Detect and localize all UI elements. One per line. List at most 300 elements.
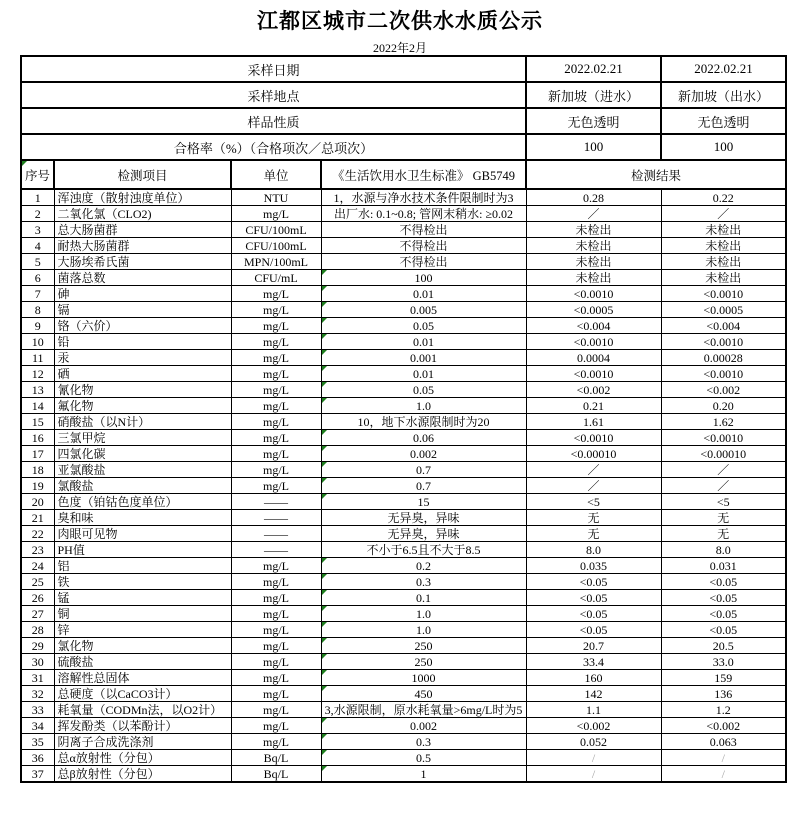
result-inlet: <0.05 [526, 606, 661, 622]
standard-limit: 1.0 [321, 398, 526, 414]
test-item-name: 四氯化碳 [54, 446, 231, 462]
result-outlet: / [661, 766, 786, 783]
unit: mg/L [231, 574, 321, 590]
result-inlet: <0.0010 [526, 334, 661, 350]
cell-flag-icon [322, 686, 327, 691]
unit: mg/L [231, 430, 321, 446]
row-index: 29 [21, 638, 54, 654]
test-item-name: 阴离子合成洗涤剂 [54, 734, 231, 750]
standard-limit: 1 [321, 766, 526, 783]
result-inlet: <0.0010 [526, 430, 661, 446]
cell-flag-icon [322, 622, 327, 627]
standard-limit: 出厂水: 0.1~0.8; 管网末稍水: ≥0.02 [321, 206, 526, 222]
result-outlet: 未检出 [661, 238, 786, 254]
standard-limit: 1，水源与净水技术条件限制时为3 [321, 189, 526, 206]
result-inlet: 0.21 [526, 398, 661, 414]
col-header-item: 检测项目 [54, 160, 231, 189]
table-row [21, 302, 786, 318]
standard-limit: 0.3 [321, 574, 526, 590]
result-outlet: <0.0010 [661, 286, 786, 302]
result-outlet: / [661, 750, 786, 766]
table-row [21, 398, 786, 414]
result-inlet: 0.28 [526, 189, 661, 206]
standard-limit: 0.2 [321, 558, 526, 574]
col-header-result: 检测结果 [526, 160, 786, 189]
result-outlet: <0.0010 [661, 430, 786, 446]
unit: mg/L [231, 414, 321, 430]
page-title: 江都区城市二次供水水质公示 [257, 10, 543, 33]
sample-info-section [21, 56, 786, 160]
standard-limit: 不小于6.5且不大于8.5 [321, 542, 526, 558]
cell-flag-icon [322, 334, 327, 339]
standard-limit: 450 [321, 686, 526, 702]
row-index: 27 [21, 606, 54, 622]
info-label: 采样地点 [21, 82, 526, 108]
table-row [21, 270, 786, 286]
result-inlet: 20.7 [526, 638, 661, 654]
standard-limit: 250 [321, 638, 526, 654]
test-item-name: 铝 [54, 558, 231, 574]
result-outlet: <5 [661, 494, 786, 510]
result-outlet: 136 [661, 686, 786, 702]
result-outlet: <0.05 [661, 590, 786, 606]
test-item-name: PH值 [54, 542, 231, 558]
standard-limit: 0.7 [321, 478, 526, 494]
info-row [21, 56, 786, 82]
info-value-inlet: 2022.02.21 [526, 56, 661, 82]
result-outlet: 未检出 [661, 254, 786, 270]
table-row [21, 526, 786, 542]
unit: CFU/100mL [231, 222, 321, 238]
result-outlet: <0.002 [661, 382, 786, 398]
table-row [21, 318, 786, 334]
col-header-no: 序号 [21, 160, 54, 189]
result-outlet: <0.0010 [661, 334, 786, 350]
unit: —— [231, 526, 321, 542]
result-outlet: 0.22 [661, 189, 786, 206]
col-header-unit: 单位 [231, 160, 321, 189]
info-label: 采样日期 [21, 56, 526, 82]
table-row [21, 590, 786, 606]
row-index: 19 [21, 478, 54, 494]
standard-limit: 0.3 [321, 734, 526, 750]
result-inlet: 142 [526, 686, 661, 702]
result-inlet: <0.0010 [526, 366, 661, 382]
standard-limit: 0.005 [321, 302, 526, 318]
result-outlet: <0.05 [661, 606, 786, 622]
result-inlet: <0.002 [526, 718, 661, 734]
test-item-name: 硫酸盐 [54, 654, 231, 670]
test-item-name: 镉 [54, 302, 231, 318]
info-row [21, 108, 786, 134]
row-index: 22 [21, 526, 54, 542]
row-index: 36 [21, 750, 54, 766]
row-index: 16 [21, 430, 54, 446]
row-index: 12 [21, 366, 54, 382]
result-outlet: 未检出 [661, 222, 786, 238]
row-index: 26 [21, 590, 54, 606]
table-row [21, 494, 786, 510]
result-inlet: <0.002 [526, 382, 661, 398]
result-inlet: 无 [526, 526, 661, 542]
cell-flag-icon [322, 654, 327, 659]
result-inlet: 未检出 [526, 270, 661, 286]
result-outlet: <0.0005 [661, 302, 786, 318]
standard-limit: 0.002 [321, 718, 526, 734]
standard-limit: 250 [321, 654, 526, 670]
result-outlet: <0.05 [661, 622, 786, 638]
report-month: 2022年2月 [372, 41, 427, 55]
row-index: 20 [21, 494, 54, 510]
col-header-standard: 《生活饮用水卫生标准》 GB5749 [321, 160, 526, 189]
result-outlet: ／ [661, 206, 786, 222]
test-item-name: 大肠埃希氏菌 [54, 254, 231, 270]
test-item-name: 臭和味 [54, 510, 231, 526]
test-item-name: 氰化物 [54, 382, 231, 398]
unit: —— [231, 542, 321, 558]
table-row [21, 238, 786, 254]
test-item-name: 氟化物 [54, 398, 231, 414]
result-inlet: <0.004 [526, 318, 661, 334]
test-item-name: 总β放射性（分包） [54, 766, 231, 783]
row-index: 7 [21, 286, 54, 302]
info-value-outlet: 新加坡（出水） [661, 82, 786, 108]
standard-limit: 1.0 [321, 622, 526, 638]
result-outlet: 未检出 [661, 270, 786, 286]
result-inlet: ／ [526, 206, 661, 222]
cell-flag-icon [322, 670, 327, 675]
test-item-name: 耗氧量（CODMn法，以O2计） [54, 702, 231, 718]
result-outlet: 0.20 [661, 398, 786, 414]
standard-limit: 无异臭，异味 [321, 510, 526, 526]
result-outlet: 0.063 [661, 734, 786, 750]
result-inlet: <0.0010 [526, 286, 661, 302]
cell-flag-icon [322, 350, 327, 355]
unit: mg/L [231, 446, 321, 462]
row-index: 15 [21, 414, 54, 430]
table-row [21, 382, 786, 398]
standard-limit: 不得检出 [321, 238, 526, 254]
result-outlet: 1.2 [661, 702, 786, 718]
test-item-name: 铬（六价） [54, 318, 231, 334]
cell-flag-icon [322, 750, 327, 755]
unit: mg/L [231, 654, 321, 670]
unit: mg/L [231, 206, 321, 222]
cell-flag-icon [322, 574, 327, 579]
row-index: 9 [21, 318, 54, 334]
table-row [21, 510, 786, 526]
test-item-name: 挥发酚类（以苯酚计） [54, 718, 231, 734]
table-row [21, 622, 786, 638]
cell-flag-icon [322, 270, 327, 275]
water-quality-table [20, 55, 787, 783]
cell-flag-icon [322, 430, 327, 435]
result-outlet: 0.031 [661, 558, 786, 574]
cell-flag-icon [322, 494, 327, 499]
test-item-name: 总硬度（以CaCO3计） [54, 686, 231, 702]
standard-limit: 0.7 [321, 462, 526, 478]
unit: mg/L [231, 702, 321, 718]
result-outlet: 8.0 [661, 542, 786, 558]
cell-flag-icon [322, 318, 327, 323]
row-index: 1 [21, 189, 54, 206]
cell-flag-icon [322, 766, 327, 771]
table-row [21, 446, 786, 462]
table-row [21, 206, 786, 222]
result-outlet: ／ [661, 478, 786, 494]
standard-limit: 0.01 [321, 286, 526, 302]
result-outlet: 无 [661, 526, 786, 542]
result-outlet: 159 [661, 670, 786, 686]
unit: mg/L [231, 686, 321, 702]
result-inlet: <0.00010 [526, 446, 661, 462]
table-row [21, 670, 786, 686]
unit: mg/L [231, 638, 321, 654]
row-index: 31 [21, 670, 54, 686]
cell-flag-icon [22, 161, 27, 166]
unit: mg/L [231, 366, 321, 382]
row-index: 13 [21, 382, 54, 398]
row-index: 6 [21, 270, 54, 286]
table-row [21, 430, 786, 446]
unit: mg/L [231, 734, 321, 750]
unit: Bq/L [231, 750, 321, 766]
result-inlet: 未检出 [526, 254, 661, 270]
standard-limit: 不得检出 [321, 254, 526, 270]
row-index: 28 [21, 622, 54, 638]
cell-flag-icon [322, 638, 327, 643]
table-row [21, 366, 786, 382]
unit: mg/L [231, 334, 321, 350]
info-value-outlet: 无色透明 [661, 108, 786, 134]
row-index: 34 [21, 718, 54, 734]
unit: mg/L [231, 558, 321, 574]
test-item-name: 肉眼可见物 [54, 526, 231, 542]
test-item-name: 铜 [54, 606, 231, 622]
unit: CFU/mL [231, 270, 321, 286]
unit: mg/L [231, 462, 321, 478]
standard-limit: 15 [321, 494, 526, 510]
row-index: 24 [21, 558, 54, 574]
info-row [21, 82, 786, 108]
test-item-name: 汞 [54, 350, 231, 366]
cell-flag-icon [322, 286, 327, 291]
row-index: 2 [21, 206, 54, 222]
row-index: 37 [21, 766, 54, 783]
info-value-outlet: 100 [661, 134, 786, 160]
result-inlet: 160 [526, 670, 661, 686]
table-row [21, 686, 786, 702]
table-row [21, 750, 786, 766]
result-inlet: 未检出 [526, 222, 661, 238]
result-outlet: ／ [661, 462, 786, 478]
table-row [21, 350, 786, 366]
result-inlet: / [526, 766, 661, 783]
cell-flag-icon [322, 462, 327, 467]
column-header-row [21, 160, 786, 189]
standard-limit: 0.06 [321, 430, 526, 446]
test-item-name: 氯酸盐 [54, 478, 231, 494]
result-inlet: 8.0 [526, 542, 661, 558]
info-label: 合格率（%）（合格项次／总项次） [21, 134, 526, 160]
unit: mg/L [231, 622, 321, 638]
unit: mg/L [231, 302, 321, 318]
result-inlet: ／ [526, 462, 661, 478]
result-outlet: 无 [661, 510, 786, 526]
row-index: 10 [21, 334, 54, 350]
test-item-name: 总α放射性（分包） [54, 750, 231, 766]
result-inlet: <0.05 [526, 590, 661, 606]
test-item-name: 铅 [54, 334, 231, 350]
result-inlet: 0.035 [526, 558, 661, 574]
result-outlet: <0.0010 [661, 366, 786, 382]
row-index: 32 [21, 686, 54, 702]
row-index: 17 [21, 446, 54, 462]
standard-limit: 0.001 [321, 350, 526, 366]
row-index: 3 [21, 222, 54, 238]
standard-limit: 1.0 [321, 606, 526, 622]
result-inlet: ／ [526, 478, 661, 494]
cell-flag-icon [322, 382, 327, 387]
result-outlet: <0.004 [661, 318, 786, 334]
table-row [21, 462, 786, 478]
result-inlet: 1.1 [526, 702, 661, 718]
test-item-name: 浑浊度（散射浊度单位） [54, 189, 231, 206]
row-index: 11 [21, 350, 54, 366]
result-inlet: 未检出 [526, 238, 661, 254]
test-item-name: 铁 [54, 574, 231, 590]
test-item-name: 耐热大肠菌群 [54, 238, 231, 254]
cell-flag-icon [322, 478, 327, 483]
info-value-inlet: 新加坡（进水） [526, 82, 661, 108]
table-row [21, 222, 786, 238]
unit: mg/L [231, 478, 321, 494]
test-item-name: 溶解性总固体 [54, 670, 231, 686]
standard-limit: 0.05 [321, 318, 526, 334]
test-item-name: 总大肠菌群 [54, 222, 231, 238]
table-row [21, 574, 786, 590]
table-row [21, 702, 786, 718]
cell-flag-icon [322, 366, 327, 371]
unit: NTU [231, 189, 321, 206]
test-item-name: 色度（铂钴色度单位） [54, 494, 231, 510]
row-index: 33 [21, 702, 54, 718]
row-index: 8 [21, 302, 54, 318]
row-index: 5 [21, 254, 54, 270]
table-row [21, 718, 786, 734]
table-row [21, 334, 786, 350]
unit: —— [231, 494, 321, 510]
test-item-name: 二氧化氯（CLO2) [54, 206, 231, 222]
table-row [21, 254, 786, 270]
result-inlet: <5 [526, 494, 661, 510]
result-inlet: 无 [526, 510, 661, 526]
result-inlet: 33.4 [526, 654, 661, 670]
standard-limit: 0.002 [321, 446, 526, 462]
standard-limit: 1000 [321, 670, 526, 686]
result-inlet: <0.0005 [526, 302, 661, 318]
row-index: 23 [21, 542, 54, 558]
row-index: 14 [21, 398, 54, 414]
info-label: 样品性质 [21, 108, 526, 134]
table-row [21, 766, 786, 783]
info-value-inlet: 100 [526, 134, 661, 160]
info-value-inlet: 无色透明 [526, 108, 661, 134]
row-index: 25 [21, 574, 54, 590]
cell-flag-icon [322, 718, 327, 723]
unit: MPN/100mL [231, 254, 321, 270]
standard-limit: 0.5 [321, 750, 526, 766]
test-item-name: 硝酸盐（以N计） [54, 414, 231, 430]
unit: mg/L [231, 382, 321, 398]
cell-flag-icon [322, 734, 327, 739]
standard-limit: 100 [321, 270, 526, 286]
test-item-name: 锌 [54, 622, 231, 638]
row-index: 4 [21, 238, 54, 254]
standard-limit: 0.01 [321, 366, 526, 382]
unit: mg/L [231, 670, 321, 686]
unit: mg/L [231, 318, 321, 334]
standard-limit: 10，地下水源限制时为20 [321, 414, 526, 430]
unit: mg/L [231, 590, 321, 606]
unit: mg/L [231, 398, 321, 414]
table-row [21, 606, 786, 622]
info-value-outlet: 2022.02.21 [661, 56, 786, 82]
table-row [21, 654, 786, 670]
table-row [21, 734, 786, 750]
table-row [21, 478, 786, 494]
result-inlet: / [526, 750, 661, 766]
standard-limit: 无异臭，异味 [321, 526, 526, 542]
table-row [21, 286, 786, 302]
result-outlet: 0.00028 [661, 350, 786, 366]
result-outlet: 1.62 [661, 414, 786, 430]
cell-flag-icon [322, 446, 327, 451]
unit: Bq/L [231, 766, 321, 783]
result-outlet: <0.05 [661, 574, 786, 590]
cell-flag-icon [322, 302, 327, 307]
unit: mg/L [231, 286, 321, 302]
result-outlet: 20.5 [661, 638, 786, 654]
cell-flag-icon [322, 590, 327, 595]
row-index: 30 [21, 654, 54, 670]
unit: CFU/100mL [231, 238, 321, 254]
unit: —— [231, 510, 321, 526]
standard-limit: 0.1 [321, 590, 526, 606]
result-outlet: <0.00010 [661, 446, 786, 462]
standard-limit: 0.01 [321, 334, 526, 350]
result-outlet: 33.0 [661, 654, 786, 670]
test-item-name: 氯化物 [54, 638, 231, 654]
unit: mg/L [231, 606, 321, 622]
test-item-name: 菌落总数 [54, 270, 231, 286]
test-item-name: 硒 [54, 366, 231, 382]
table-row [21, 558, 786, 574]
unit: mg/L [231, 350, 321, 366]
standard-limit: 0.05 [321, 382, 526, 398]
row-index: 18 [21, 462, 54, 478]
standard-limit: 3,水源限制，原水耗氧量>6mg/L时为5 [321, 702, 526, 718]
result-inlet: 1.61 [526, 414, 661, 430]
info-row [21, 134, 786, 160]
table-row [21, 414, 786, 430]
test-item-name: 锰 [54, 590, 231, 606]
table-row [21, 542, 786, 558]
table-row [21, 189, 786, 206]
row-index: 35 [21, 734, 54, 750]
result-inlet: <0.05 [526, 574, 661, 590]
cell-flag-icon [322, 558, 327, 563]
